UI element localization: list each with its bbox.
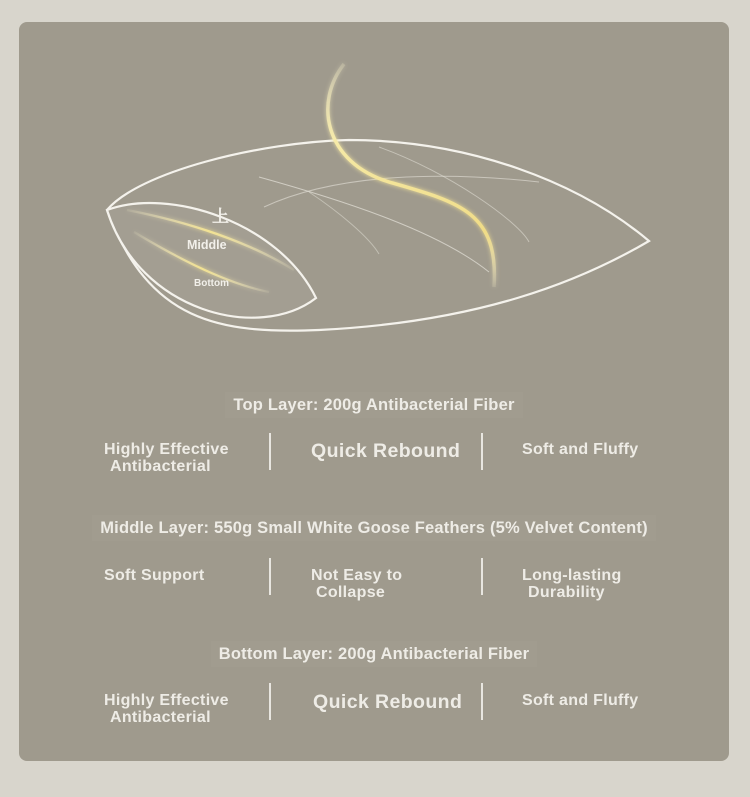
pillow-illustration [19, 22, 729, 382]
feature-long-lasting: Long-lasting Durability [522, 567, 622, 601]
divider [481, 558, 483, 595]
middle-layer-features [19, 558, 729, 602]
middle-layer-title: Middle Layer: 550g Small White Goose Feathers (5% Velvet Content) [19, 519, 729, 538]
feature-quick-rebound: Quick Rebound [311, 440, 461, 462]
bottom-layer-title: Bottom Layer: 200g Antibacterial Fiber [19, 645, 729, 664]
feature-soft-support: Soft Support [104, 567, 205, 584]
feature-not-easy-collapse: Not Easy to Collapse [311, 567, 403, 601]
feature-quick-rebound: Quick Rebound [313, 691, 463, 713]
feature-antibacterial: Highly Effective Antibacterial [104, 692, 229, 726]
divider [481, 433, 483, 470]
top-layer-features [19, 433, 729, 477]
divider [481, 683, 483, 720]
feature-card [19, 22, 729, 761]
feature-soft-fluffy: Soft and Fluffy [522, 692, 639, 709]
feature-antibacterial: Highly Effective Antibacterial [104, 441, 229, 475]
pillow-label-middle: Middle [187, 238, 227, 252]
pillow-label-top: 上 [212, 207, 229, 226]
divider [269, 683, 271, 720]
divider [269, 433, 271, 470]
feature-soft-fluffy: Soft and Fluffy [522, 441, 639, 458]
top-layer-title: Top Layer: 200g Antibacterial Fiber [19, 396, 729, 415]
bottom-layer-features [19, 683, 729, 727]
divider [269, 558, 271, 595]
pillow-label-bottom: Bottom [194, 278, 229, 289]
